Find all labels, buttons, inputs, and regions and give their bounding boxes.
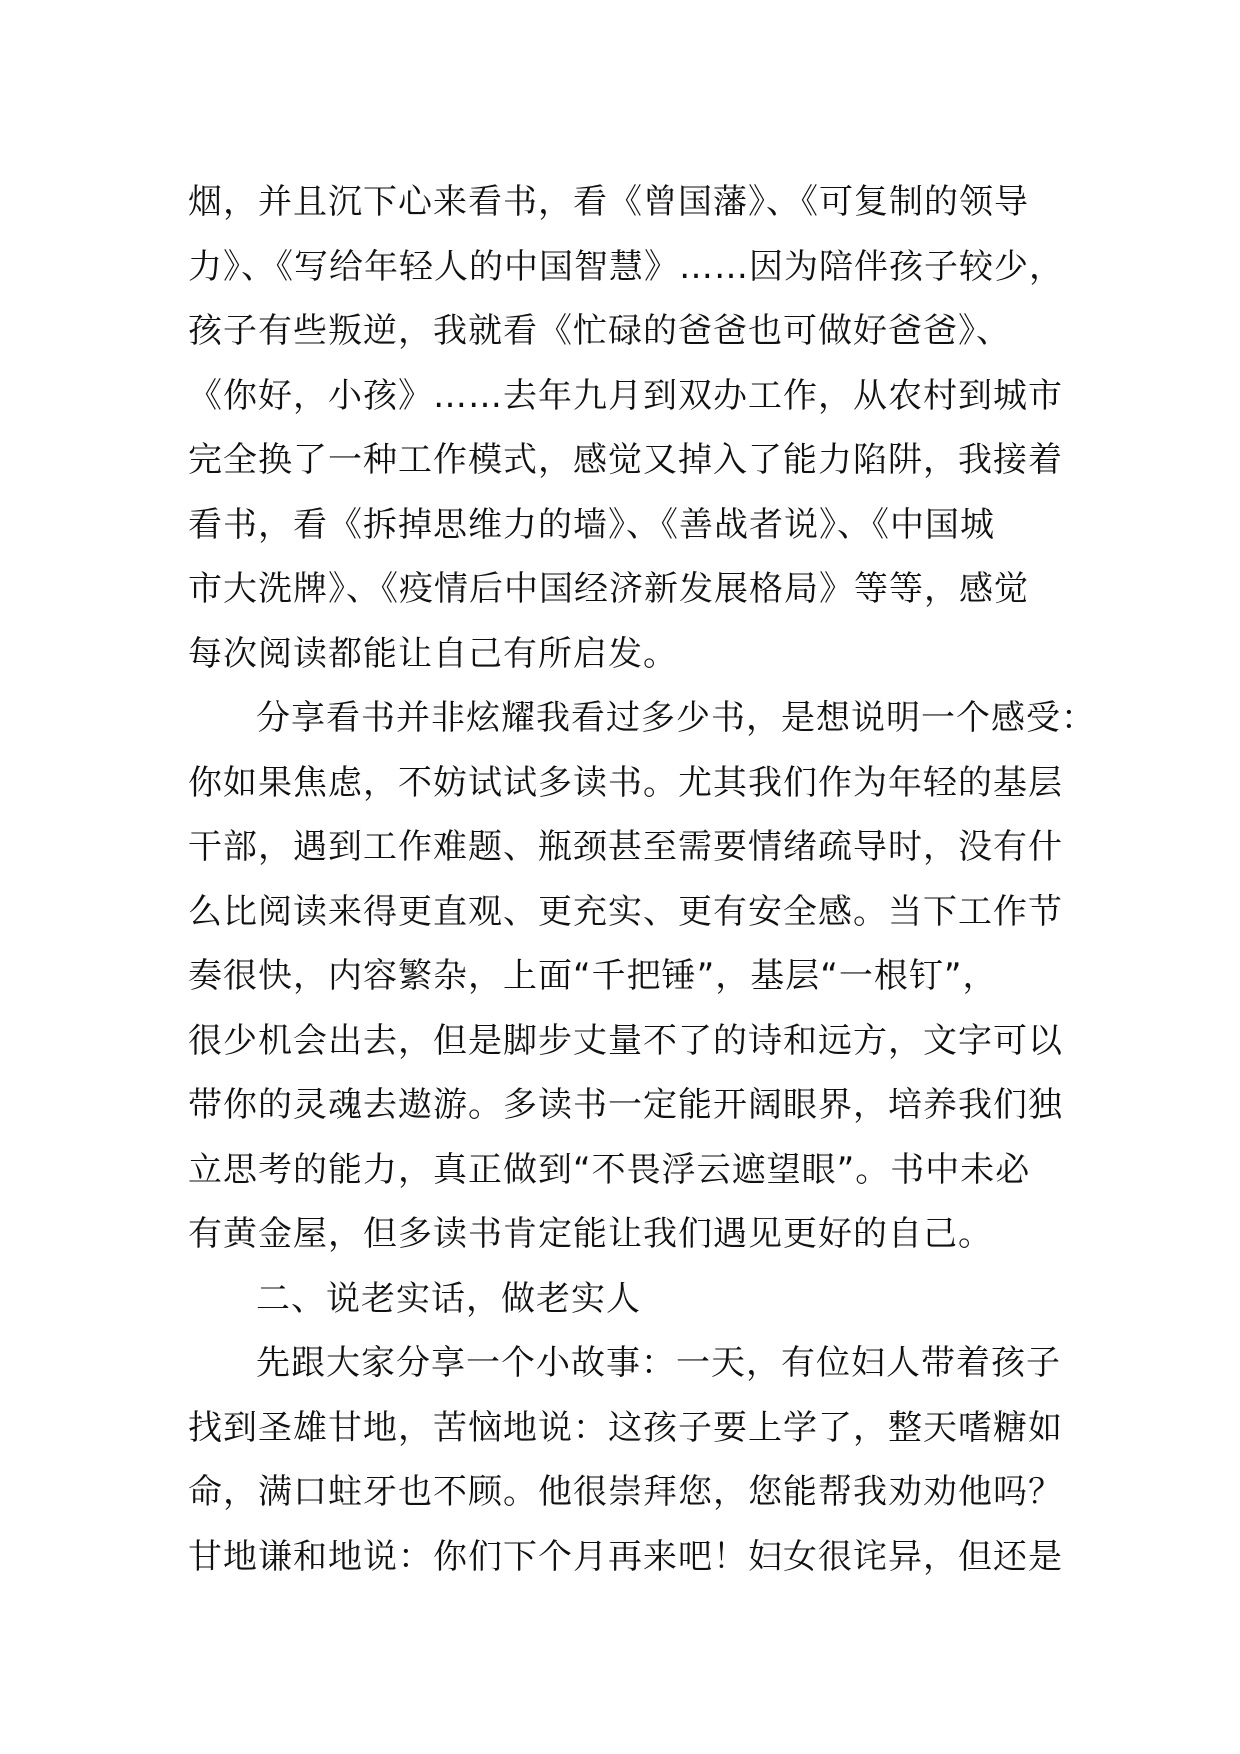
text-line: 你如果焦虑，不妨试试多读书。尤其我们作为年轻的基层 [188,762,1063,803]
text-line: 有黄金屋，但多读书肯定能让我们遇见更好的自己。 [188,1214,993,1254]
text-line: 立思考的能力，真正做到“不畏浮云遮望眼”。书中未必 [188,1149,1031,1190]
text-line: 甘地谦和地说：你们下个月再来吧！妇女很诧异，但还是 [188,1536,1063,1577]
text-line: 带你的灵魂去遨游。多读书一定能开阔眼界，培养我们独 [188,1085,1063,1125]
text-line: 很少机会出去，但是脚步丈量不了的诗和远方，文字可以 [188,1020,1063,1061]
paragraph-first-line: 分享看书并非炫耀我看过多少书，是想说明一个感受： [256,698,1096,738]
text-line: 每次阅读都能让自己有所启发。 [188,633,678,674]
text-line: 干部，遇到工作难题、瓶颈甚至需要情绪疏导时，没有什 [188,827,1063,867]
text-line: 找到圣雄甘地，苦恼地说：这孩子要上学了，整天嗜糖如 [188,1407,1063,1448]
body-text [188,170,1096,1589]
text-line: 孩子有些叛逆，我就看《忙碌的爸爸也可做好爸爸》、 [188,311,1011,351]
text-line: 力》、《写给年轻人的中国智慧》……因为陪伴孩子较少， [188,246,1064,287]
text-line: 么比阅读来得更直观、更充实、更有安全感。当下工作节 [188,891,1063,932]
text-line: 命，满口蛀牙也不顾。他很崇拜您，您能帮我劝劝他吗？ [188,1472,1063,1512]
text-line: 市大洗牌》、《疫情后中国经济新发展格局》等等，感觉 [188,569,1029,609]
text-line: 烟，并且沉下心来看书，看《曾国藩》、《可复制的领导 [188,182,1029,222]
paragraph-first-line: 先跟大家分享一个小故事：一天，有位妇人带着孩子 [256,1343,1061,1383]
section-heading: 二、说老实话，做老实人 [256,1278,641,1319]
text-line: 完全换了一种工作模式，感觉又掉入了能力陷阱，我接着 [188,440,1063,480]
text-line: 看书，看《拆掉思维力的墙》、《善战者说》、《中国城 [188,504,995,545]
text-line: 《你好，小孩》……去年九月到双办工作，从农村到城市 [188,375,1063,416]
text-line: 奏很快，内容繁杂，上面“千把锤”，基层“一根钉”， [188,956,998,996]
